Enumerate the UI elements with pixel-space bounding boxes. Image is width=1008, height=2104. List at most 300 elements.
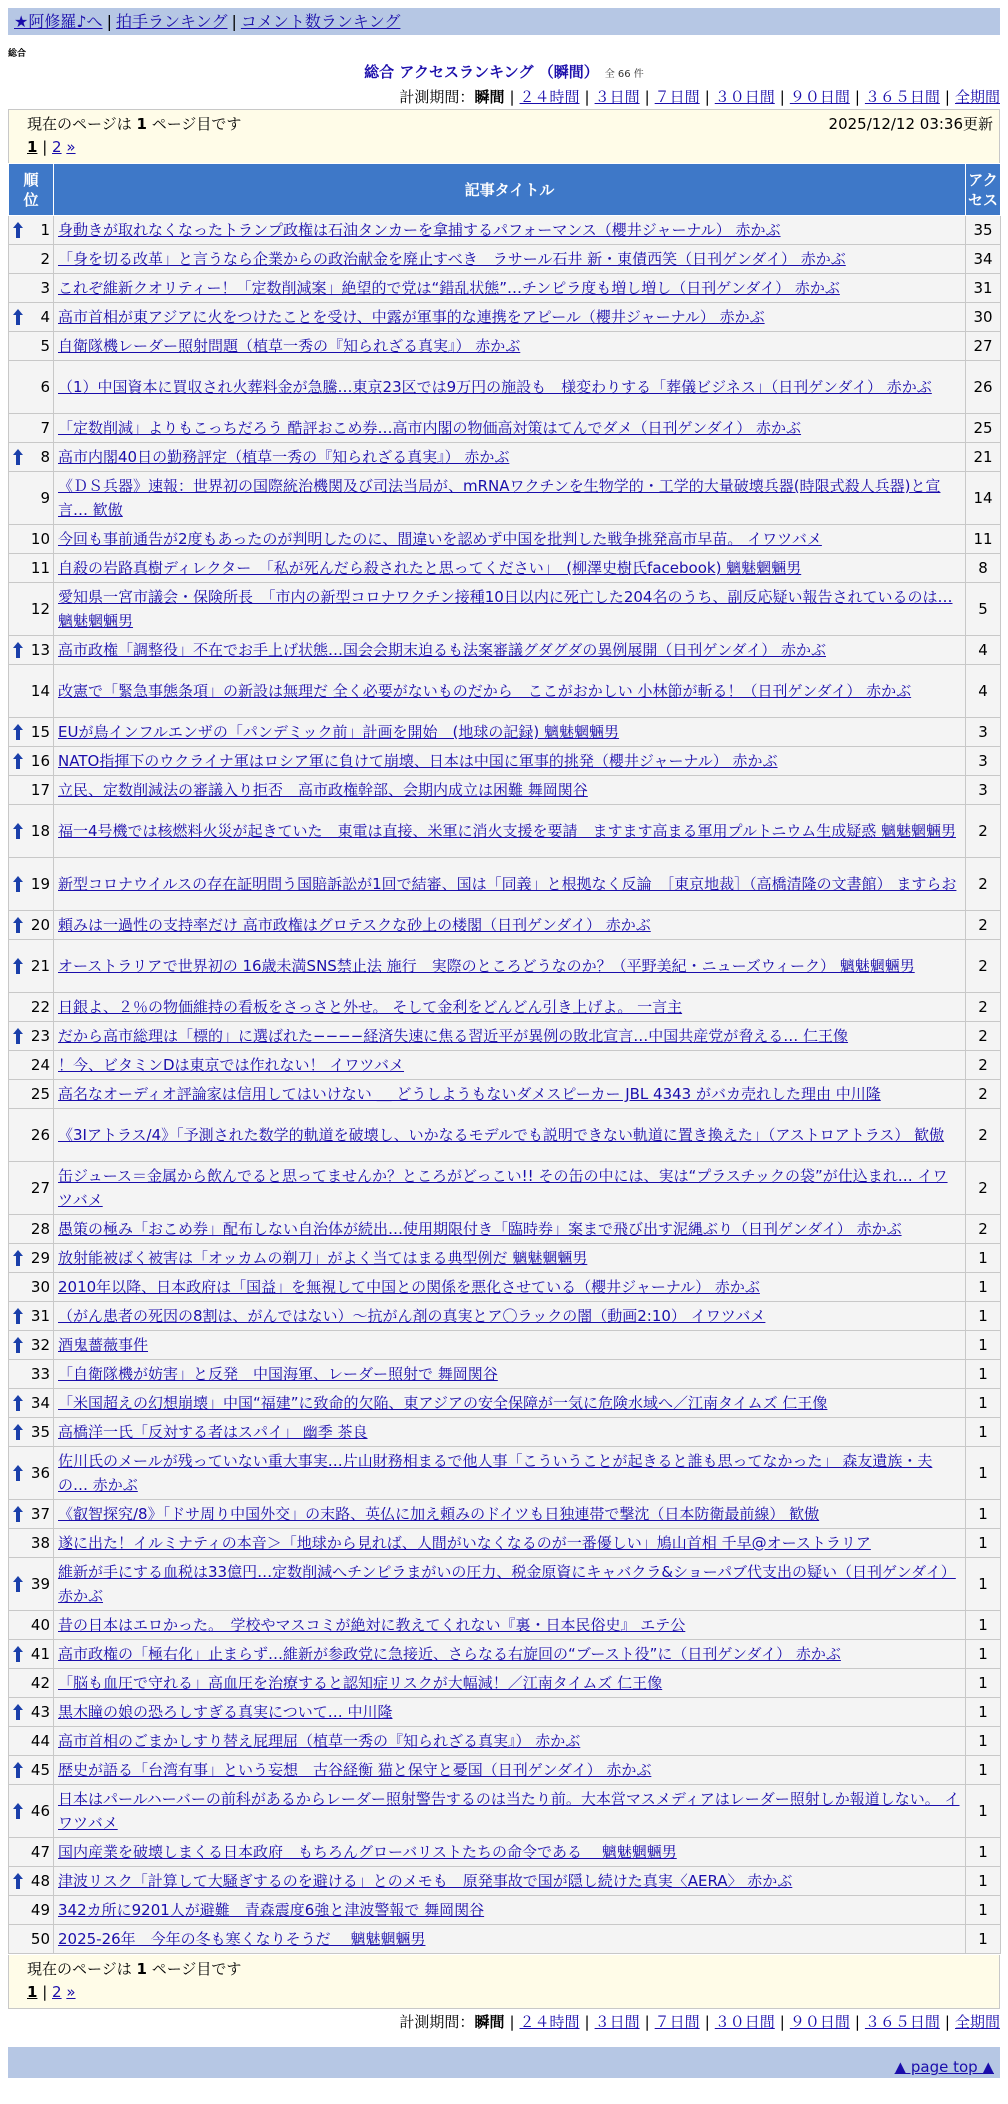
- rank-number: 41: [30, 1645, 50, 1663]
- access-count: 27: [966, 332, 1001, 361]
- period-option-1[interactable]: ３日間: [594, 2013, 640, 2031]
- article-title-link[interactable]: 高市政権の「極右化」止まらず…維新が参政党に急接近、さらなる右旋回の“ブースト役”に（日刊ゲンダイ） 赤かぶ: [58, 1645, 841, 1663]
- rank-number: 18: [30, 822, 50, 840]
- title-cell: [54, 1215, 966, 1244]
- title-cell: [54, 858, 966, 911]
- table-row: [9, 1698, 1001, 1727]
- access-count: 3: [966, 747, 1001, 776]
- title-cell: [54, 361, 966, 414]
- title-cell: [54, 940, 966, 993]
- article-title-link[interactable]: 新型コロナウイルスの存在証明問う国賠訴訟が1回で結審、国は「同義」と根拠なく反論 ［東京地裁］（高橋清隆の文書館） ますらお: [58, 875, 957, 893]
- rank-cell: [9, 1785, 54, 1838]
- rank-cell: [9, 1447, 54, 1500]
- rank-number: 34: [30, 1394, 50, 1412]
- article-title-link[interactable]: 「米国超えの幻想崩壊」中国“福建”に致命的欠陥、東アジアの安全保障が一気に危険水域へ／江南タイムズ 仁王像: [58, 1394, 828, 1412]
- rank-number: 7: [40, 419, 50, 437]
- article-title-link[interactable]: 日銀よ、２％の物価維持の看板をさっさと外せ。 そして金利をどんどん引き上げよ。 一言主: [58, 998, 683, 1016]
- rank-number: 25: [30, 1085, 50, 1103]
- period-separator: |: [584, 2013, 590, 2031]
- article-title-link[interactable]: 高市首相のごまかしすり替え屁理屈（植草一秀の『知られざる真実』） 赤かぶ: [58, 1732, 581, 1750]
- rank-cell: [9, 274, 54, 303]
- title-cell: [54, 1500, 966, 1529]
- access-count: 2: [966, 1051, 1001, 1080]
- article-title-link[interactable]: 国内産業を破壊しまくる日本政府 もちろんグローバリストたちの命令である 魑魅魍魎男: [58, 1843, 677, 1861]
- page-status-prefix: 現在のページは: [27, 115, 137, 133]
- rank-number: 31: [30, 1307, 50, 1325]
- page-link-2[interactable]: 2: [52, 138, 62, 156]
- title-cell: [54, 303, 966, 332]
- rank-cell: [9, 472, 54, 525]
- rank-up-arrow-icon: [12, 875, 24, 893]
- access-count: 1: [966, 1698, 1001, 1727]
- rank-number: 8: [40, 448, 50, 466]
- title-cell: [54, 1727, 966, 1756]
- rank-number: 15: [30, 723, 50, 741]
- rank-number: 48: [30, 1872, 50, 1890]
- article-title-link[interactable]: 《叡智探究/8》「ドサ周り中国外交」の末路、英仏に加え頼みのドイツも日独連帯で撃沈（日本防衛最前線） 歓傲: [58, 1505, 820, 1523]
- rank-number: 43: [30, 1703, 50, 1721]
- title-cell: [54, 274, 966, 303]
- table-row: [9, 1640, 1001, 1669]
- title-cell: [54, 245, 966, 274]
- rank-number: 50: [30, 1930, 50, 1948]
- table-row: [9, 332, 1001, 361]
- nav-separator: |: [231, 12, 237, 31]
- rank-cell: [9, 361, 54, 414]
- article-title-link[interactable]: （がん患者の死因の8割は、がんではない）〜抗がん剤の真実とア〇ラックの闇（動画2:10） イワツバメ: [58, 1307, 766, 1325]
- table-row: [9, 1500, 1001, 1529]
- article-title-link[interactable]: 頼みは一過性の支持率だけ 高市政権はグロテスクな砂上の楼閣（日刊ゲンダイ） 赤かぶ: [58, 916, 651, 934]
- access-count: 1: [966, 1785, 1001, 1838]
- nav-link-applause-ranking[interactable]: 拍手ランキング: [115, 12, 228, 31]
- access-count: 2: [966, 1109, 1001, 1162]
- table-row: [9, 525, 1001, 554]
- article-title-link[interactable]: 維新が手にする血税は33億円…定数削減へチンピラまがいの圧力、税金原資にキャバクラ&ショーパブ代支出の疑い（日刊ゲンダイ） 赤かぶ: [58, 1563, 956, 1605]
- rank-up-arrow-icon: [12, 641, 24, 659]
- period-option-5[interactable]: ３６５日間: [864, 88, 940, 106]
- category-label: 総合: [8, 49, 27, 59]
- title-cell: [54, 993, 966, 1022]
- period-option-3[interactable]: ３０日間: [714, 2013, 775, 2031]
- title-cell: [54, 636, 966, 665]
- page-status-number: 1: [136, 115, 147, 133]
- table-row: [9, 776, 1001, 805]
- access-count: 2: [966, 1080, 1001, 1109]
- nav-separator: |: [106, 12, 112, 31]
- table-row: [9, 665, 1001, 718]
- rank-cell: [9, 1331, 54, 1360]
- period-option-5[interactable]: ３６５日間: [864, 2013, 940, 2031]
- table-row: [9, 1162, 1001, 1215]
- article-title-link[interactable]: 愚策の極み「おこめ券」配布しない自治体が続出…使用期限付き「臨時券」案まで飛び出す泥縄ぶり（日刊ゲンダイ） 赤かぶ: [58, 1220, 902, 1238]
- header-access: [966, 164, 1001, 216]
- period-separator: |: [644, 88, 650, 106]
- table-row: [9, 1418, 1001, 1447]
- rank-up-arrow-icon: [12, 916, 24, 934]
- access-count: 1: [966, 1925, 1001, 1954]
- access-count: 26: [966, 361, 1001, 414]
- article-title-link[interactable]: 「定数削減」よりもこっちだろう 酷評おこめ券…高市内閣の物価高対策はてんでダメ（日刊ゲンダイ） 赤かぶ: [58, 419, 802, 437]
- rank-number: 35: [30, 1423, 50, 1441]
- access-count: 1: [966, 1331, 1001, 1360]
- rank-cell: [9, 1558, 54, 1611]
- title-cell: [54, 1698, 966, 1727]
- rank-number: 24: [30, 1056, 50, 1074]
- article-title-link[interactable]: 黒木瞳の娘の恐ろしすぎる真実について… 中川隆: [58, 1703, 393, 1721]
- rank-cell: [9, 583, 54, 636]
- title-cell: [54, 414, 966, 443]
- period-selector-top: [399, 86, 1000, 107]
- ranking-body: [9, 216, 1001, 1954]
- access-count: 1: [966, 1273, 1001, 1302]
- period-separator: |: [944, 88, 950, 106]
- rank-up-arrow-icon: [12, 1575, 24, 1593]
- table-row: [9, 911, 1001, 940]
- rank-number: 32: [30, 1336, 50, 1354]
- article-title-link[interactable]: 自衛隊機レーダー照射問題（植草一秀の『知られざる真実』） 赤かぶ: [58, 337, 521, 355]
- access-count: 1: [966, 1756, 1001, 1785]
- access-count: 5: [966, 583, 1001, 636]
- access-count: 2: [966, 940, 1001, 993]
- rank-cell: [9, 940, 54, 993]
- rank-cell: [9, 1022, 54, 1051]
- rank-cell: [9, 911, 54, 940]
- period-option-2[interactable]: ７日間: [654, 2013, 700, 2031]
- article-title-link[interactable]: だから高市総理は「標的」に選ばれた−−−−経済失速に焦る習近平が異例の敗北宣言…中国共産党が脅える… 仁王像: [58, 1027, 849, 1045]
- table-row: [9, 443, 1001, 472]
- rank-number: 2: [40, 250, 50, 268]
- ranking-table: [8, 163, 1001, 1954]
- table-row: [9, 1273, 1001, 1302]
- rank-cell: [9, 858, 54, 911]
- total-count: 全 66 件: [604, 69, 644, 80]
- access-count: 2: [966, 1162, 1001, 1215]
- article-title-link[interactable]: 《ＤＳ兵器》速報：世界初の国際統治機関及び司法当局が、mRNAワクチンを生物学的・工学的大量破壊兵器(時限式殺人兵器)と宣言… 歓傲: [58, 477, 941, 519]
- table-row: [9, 1080, 1001, 1109]
- rank-cell: [9, 554, 54, 583]
- title-cell: [54, 1022, 966, 1051]
- rank-cell: [9, 1669, 54, 1698]
- rank-up-arrow-icon: [12, 1423, 24, 1441]
- rank-up-arrow-icon: [12, 1336, 24, 1354]
- rank-number: 13: [30, 641, 50, 659]
- rank-number: 19: [30, 875, 50, 893]
- title-cell: [54, 1756, 966, 1785]
- period-label: 計測期間：: [399, 88, 475, 106]
- article-title-link[interactable]: 高名なオーディオ評論家は信用してはいけない ＿ どうしようもないダメスピーカー JBL 4343 がバカ売れした理由 中川隆: [58, 1085, 881, 1103]
- article-title-link[interactable]: 酒鬼薔薇事件: [58, 1336, 149, 1354]
- table-row: [9, 1838, 1001, 1867]
- pager-top: [8, 109, 1000, 163]
- access-count: 1: [966, 1896, 1001, 1925]
- article-title-link[interactable]: 2010年以降、日本政府は「国益」を無視して中国との関係を悪化させている（櫻井ジャーナル） 赤かぶ: [58, 1278, 760, 1296]
- rank-number: 33: [30, 1365, 50, 1383]
- article-title-link[interactable]: 「脳も血圧で守れる」高血圧を治療すると認知症リスクが大幅減！／江南タイムズ 仁王像: [58, 1674, 663, 1692]
- article-title-link[interactable]: 遂に出た！イルミナティの本音＞「地球から見れば、人間がいなくなるのが一番優しい」鳩山首相 千早@オーストラリア: [58, 1534, 871, 1552]
- article-title-link[interactable]: 「自衛隊機が妨害」と反発 中国海軍、レーダー照射で 舞岡関谷: [58, 1365, 498, 1383]
- header-rank-label: 順位: [23, 170, 39, 209]
- period-option-6[interactable]: 全期間: [954, 88, 1000, 106]
- rank-cell: [9, 1389, 54, 1418]
- title-cell: [54, 805, 966, 858]
- title-cell: [54, 525, 966, 554]
- period-selector-bottom: [399, 2011, 1000, 2032]
- rank-up-arrow-icon: [12, 723, 24, 741]
- article-title-link[interactable]: オーストラリアで世界初の 16歳未満SNS禁止法 施行 実際のところどうなのか？（平野美紀・ニューズウィーク） 魑魅魍魎男: [58, 957, 915, 975]
- page-links: 1 | 2 »: [27, 1983, 76, 2001]
- rank-cell: [9, 747, 54, 776]
- title-cell: [54, 1331, 966, 1360]
- article-title-link[interactable]: 高市政権「調整役」不在でお手上げ状態…国会会期末迫るも法案審議グダグダの異例展開（日刊ゲンダイ） 赤かぶ: [58, 641, 826, 659]
- access-count: 3: [966, 776, 1001, 805]
- access-count: 1: [966, 1447, 1001, 1500]
- rank-number: 21: [30, 957, 50, 975]
- rank-number: 45: [30, 1761, 50, 1779]
- table-row: [9, 216, 1001, 245]
- title-cell: [54, 1360, 966, 1389]
- article-title-link[interactable]: 《3Iアトラス/4》「予測された数学的軌道を破壊し、いかなるモデルでも説明できない軌道に置き換えた」（アストロアトラス） 歓傲: [58, 1126, 945, 1144]
- article-title-link[interactable]: （1）中国資本に買収され火葬料金が急騰…東京23区では9万円の施設も 様変わりする「葬儀ビジネス」（日刊ゲンダイ） 赤かぶ: [58, 378, 932, 396]
- article-title-link[interactable]: EUが鳥インフルエンザの「パンデミック前」計画を開始 (地球の記録) 魑魅魍魎男: [58, 723, 620, 741]
- page-top-link[interactable]: ▲ page top ▲: [894, 2058, 994, 2076]
- nav-link-comment-ranking[interactable]: コメント数ランキング: [240, 12, 401, 31]
- nav-link-ashura[interactable]: ★阿修羅♪へ: [14, 12, 103, 31]
- article-title-link[interactable]: 自殺の岩路真樹ディレクター 「私が死んだら殺されたと思ってください」 (柳澤史樹氏facebook) 魑魅魍魎男: [58, 559, 802, 577]
- rank-cell: [9, 1244, 54, 1273]
- rank-cell: [9, 718, 54, 747]
- article-title-link[interactable]: ！今、ビタミンDは東京では作れない！ イワツバメ: [58, 1056, 405, 1074]
- article-title-link[interactable]: 改憲で「緊急事態条項」の新設は無理だ 全く必要がないものだから ここがおかしい 小林節が斬る！（日刊ゲンダイ） 赤かぶ: [58, 682, 912, 700]
- rank-number: 44: [30, 1732, 50, 1750]
- rank-up-arrow-icon: [12, 308, 24, 326]
- title-cell: [54, 1244, 966, 1273]
- title-cell: [54, 1162, 966, 1215]
- title-cell: [54, 747, 966, 776]
- article-title-link[interactable]: 歴史が語る「台湾有事」という妄想 古谷経衡 猫と保守と憂国（日刊ゲンダイ） 赤かぶ: [58, 1761, 652, 1779]
- page-status-number: 1: [136, 1960, 147, 1978]
- table-row: [9, 1022, 1001, 1051]
- access-count: 1: [966, 1529, 1001, 1558]
- period-option-1[interactable]: ３日間: [594, 88, 640, 106]
- rank-number: 29: [30, 1249, 50, 1267]
- article-title-link[interactable]: 2025-26年 今年の冬も寒くなりそうだ 魑魅魍魎男: [58, 1930, 426, 1948]
- rank-number: 23: [30, 1027, 50, 1045]
- rank-cell: [9, 665, 54, 718]
- title-cell: [54, 1447, 966, 1500]
- table-row: [9, 1244, 1001, 1273]
- title-cell: [54, 216, 966, 245]
- table-row: [9, 472, 1001, 525]
- pager-bottom: [8, 1955, 1000, 2009]
- table-row: [9, 1302, 1001, 1331]
- rank-number: 3: [40, 279, 50, 297]
- access-count: 3: [966, 718, 1001, 747]
- rank-cell: [9, 1698, 54, 1727]
- access-count: 1: [966, 1244, 1001, 1273]
- title-cell: [54, 1640, 966, 1669]
- table-row: [9, 858, 1001, 911]
- period-separator: |: [779, 2013, 785, 2031]
- article-title-link[interactable]: 342カ所に9201人が避難 青森震度6強と津波警報で 舞岡関谷: [58, 1901, 485, 1919]
- title-cell: [54, 1925, 966, 1954]
- rank-cell: [9, 1529, 54, 1558]
- page-current: 1: [27, 1983, 38, 2001]
- rank-number: 12: [30, 600, 50, 618]
- footer-bar: [8, 2047, 1000, 2078]
- access-count: 1: [966, 1867, 1001, 1896]
- period-option-4[interactable]: ９０日間: [789, 88, 850, 106]
- title-cell: [54, 718, 966, 747]
- title-cell: [54, 1838, 966, 1867]
- period-option-0[interactable]: ２４時間: [519, 2013, 580, 2031]
- title-cell: [54, 1867, 966, 1896]
- period-option-4[interactable]: ９０日間: [789, 2013, 850, 2031]
- rank-cell: [9, 1611, 54, 1640]
- table-row: [9, 636, 1001, 665]
- rank-number: 38: [30, 1534, 50, 1552]
- updated-timestamp: 2025/12/12 03:36更新: [828, 115, 993, 133]
- rank-number: 4: [40, 308, 50, 326]
- table-row: [9, 1109, 1001, 1162]
- rank-cell: [9, 1302, 54, 1331]
- period-separator: |: [644, 2013, 650, 2031]
- rank-cell: [9, 1756, 54, 1785]
- page-next-link[interactable]: »: [66, 1983, 76, 2001]
- page-link-2[interactable]: 2: [52, 1983, 62, 2001]
- table-row: [9, 1558, 1001, 1611]
- table-row: [9, 1389, 1001, 1418]
- article-title-link[interactable]: NATO指揮下のウクライナ軍はロシア軍に負けて崩壊、日本は中国に軍事的挑発（櫻井ジャーナル） 赤かぶ: [58, 752, 778, 770]
- rank-number: 47: [30, 1843, 50, 1861]
- article-title-link[interactable]: 立民、定数削減法の審議入り拒否 高市政権幹部、会期内成立は困難 舞岡関谷: [58, 781, 588, 799]
- access-count: 1: [966, 1500, 1001, 1529]
- access-count: 35: [966, 216, 1001, 245]
- rank-number: 5: [40, 337, 50, 355]
- table-row: [9, 1669, 1001, 1698]
- rank-cell: [9, 1273, 54, 1302]
- period-separator: |: [779, 88, 785, 106]
- title-cell: [54, 554, 966, 583]
- page-links: 1 | 2 »: [27, 138, 76, 156]
- title-cell: [54, 911, 966, 940]
- article-title-link[interactable]: 放射能被ばく被害は「オッカムの剃刀」がよく当てはまる典型例だ 魑魅魍魎男: [58, 1249, 588, 1267]
- title-cell: [54, 1109, 966, 1162]
- article-title-link[interactable]: 愛知県一宮市議会・保険所長 「市内の新型コロナワクチン接種10日以内に死亡した204名のうち、副反応疑い報告されているのは… 魑魅魍魎男: [58, 588, 953, 630]
- article-title-link[interactable]: 缶ジュース＝金属から飲んでると思ってませんか？ところがどっこい!! その缶の中には、実は“プラスチックの袋”が仕込まれ… イワツバメ: [58, 1167, 948, 1209]
- rank-number: 9: [40, 489, 50, 507]
- table-row: [9, 1051, 1001, 1080]
- rank-cell: [9, 1418, 54, 1447]
- page-status-suffix: ページ目です: [146, 1960, 242, 1978]
- rank-cell: [9, 332, 54, 361]
- rank-number: 10: [30, 530, 50, 548]
- rank-number: 30: [30, 1278, 50, 1296]
- article-title-link[interactable]: 今回も事前通告が2度もあったのが判明したのに、間違いを認めず中国を批判した戦争挑発高市早苗。 イワツバメ: [58, 530, 822, 548]
- table-row: [9, 747, 1001, 776]
- table-row: [9, 940, 1001, 993]
- access-count: 25: [966, 414, 1001, 443]
- table-row: [9, 1215, 1001, 1244]
- access-count: 2: [966, 1215, 1001, 1244]
- rank-cell: [9, 1109, 54, 1162]
- rank-up-arrow-icon: [12, 1872, 24, 1890]
- page-next-link[interactable]: »: [66, 138, 76, 156]
- rank-number: 17: [30, 781, 50, 799]
- period-separator: |: [509, 88, 515, 106]
- period-current: 瞬間: [474, 88, 505, 106]
- period-option-0[interactable]: ２４時間: [519, 88, 580, 106]
- access-count: 2: [966, 1022, 1001, 1051]
- access-count: 2: [966, 858, 1001, 911]
- table-row: [9, 245, 1001, 274]
- period-separator: |: [509, 2013, 515, 2031]
- title-cell: [54, 665, 966, 718]
- title-cell: [54, 1302, 966, 1331]
- rank-number: 36: [30, 1464, 50, 1482]
- period-separator: |: [704, 2013, 710, 2031]
- header-access-label: アクセス: [968, 170, 999, 209]
- article-title-link[interactable]: 高橋洋一氏「反対する者はスパイ」 幽季 茶良: [58, 1423, 368, 1441]
- article-title-link[interactable]: 福一4号機では核燃料火災が起きていた 東電は直接、米軍に消火支援を要請 ますます高まる軍用プルトニウム生成疑惑 魑魅魍魎男: [58, 822, 956, 840]
- table-row: [9, 583, 1001, 636]
- rank-number: 1: [40, 221, 50, 239]
- title-cell: [54, 1611, 966, 1640]
- period-option-6[interactable]: 全期間: [954, 2013, 1000, 2031]
- rank-up-arrow-icon: [12, 1505, 24, 1523]
- article-title-link[interactable]: これぞ維新クオリティー！「定数削減案」絶望的で党は“錯乱状態”…チンピラ度も増し増し（日刊ゲンダイ） 赤かぶ: [58, 279, 840, 297]
- rank-number: 27: [30, 1179, 50, 1197]
- access-count: 8: [966, 554, 1001, 583]
- period-separator: |: [944, 2013, 950, 2031]
- rank-up-arrow-icon: [12, 1645, 24, 1663]
- rank-cell: [9, 1838, 54, 1867]
- title-cell: [54, 332, 966, 361]
- table-row: [9, 1785, 1001, 1838]
- period-option-3[interactable]: ３０日間: [714, 88, 775, 106]
- table-row: [9, 1867, 1001, 1896]
- table-row: [9, 993, 1001, 1022]
- article-title-link[interactable]: 津波リスク「計算して大騒ぎするのを避ける」とのメモも 原発事故で国が隠し続けた真実〈AERA〉 赤かぶ: [58, 1872, 793, 1890]
- article-title-link[interactable]: 高市内閣40日の勤務評定（植草一秀の『知られざる真実』） 赤かぶ: [58, 448, 510, 466]
- rank-number: 49: [30, 1901, 50, 1919]
- rank-up-arrow-icon: [12, 448, 24, 466]
- article-title-link[interactable]: 日本はパールハーバーの前科があるからレーダー照射警告するのは当たり前。大本営マスメディアはレーダー照射しか報道しない。 イワツバメ: [58, 1790, 960, 1832]
- table-row: [9, 1756, 1001, 1785]
- rank-number: 14: [30, 682, 50, 700]
- table-row: [9, 1925, 1001, 1954]
- article-title-link[interactable]: 昔の日本はエロかった。 学校やマスコミが絶対に教えてくれない『裏・日本民俗史』 エテ公: [58, 1616, 686, 1634]
- page-title: [0, 61, 1008, 82]
- rank-up-arrow-icon: [12, 1394, 24, 1412]
- rank-up-arrow-icon: [12, 752, 24, 770]
- title-cell: [54, 1051, 966, 1080]
- article-title-link[interactable]: 身動きが取れなくなったトランプ政権は石油タンカーを拿捕するパフォーマンス（櫻井ジャーナル） 赤かぶ: [58, 221, 781, 239]
- rank-cell: [9, 636, 54, 665]
- period-option-2[interactable]: ７日間: [654, 88, 700, 106]
- rank-number: 26: [30, 1126, 50, 1144]
- rank-cell: [9, 1080, 54, 1109]
- table-row: [9, 303, 1001, 332]
- rank-cell: [9, 1500, 54, 1529]
- article-title-link[interactable]: 高市首相が東アジアに火をつけたことを受け、中露が軍事的な連携をアピール（櫻井ジャーナル） 赤かぶ: [58, 308, 765, 326]
- access-count: 1: [966, 1611, 1001, 1640]
- article-title-link[interactable]: 佐川氏のメールが残っていない重大事実…片山財務相まるで他人事「こういうことが起きると誰も思ってなかった」 森友遺族・夫の… 赤かぶ: [58, 1452, 933, 1494]
- rank-cell: [9, 414, 54, 443]
- rank-number: 28: [30, 1220, 50, 1238]
- article-title-link[interactable]: 「身を切る改革」と言うなら企業からの政治献金を廃止すべき ラサール石井 新・東債西笑（日刊ゲンダイ） 赤かぶ: [58, 250, 846, 268]
- period-separator: |: [704, 88, 710, 106]
- access-count: 4: [966, 665, 1001, 718]
